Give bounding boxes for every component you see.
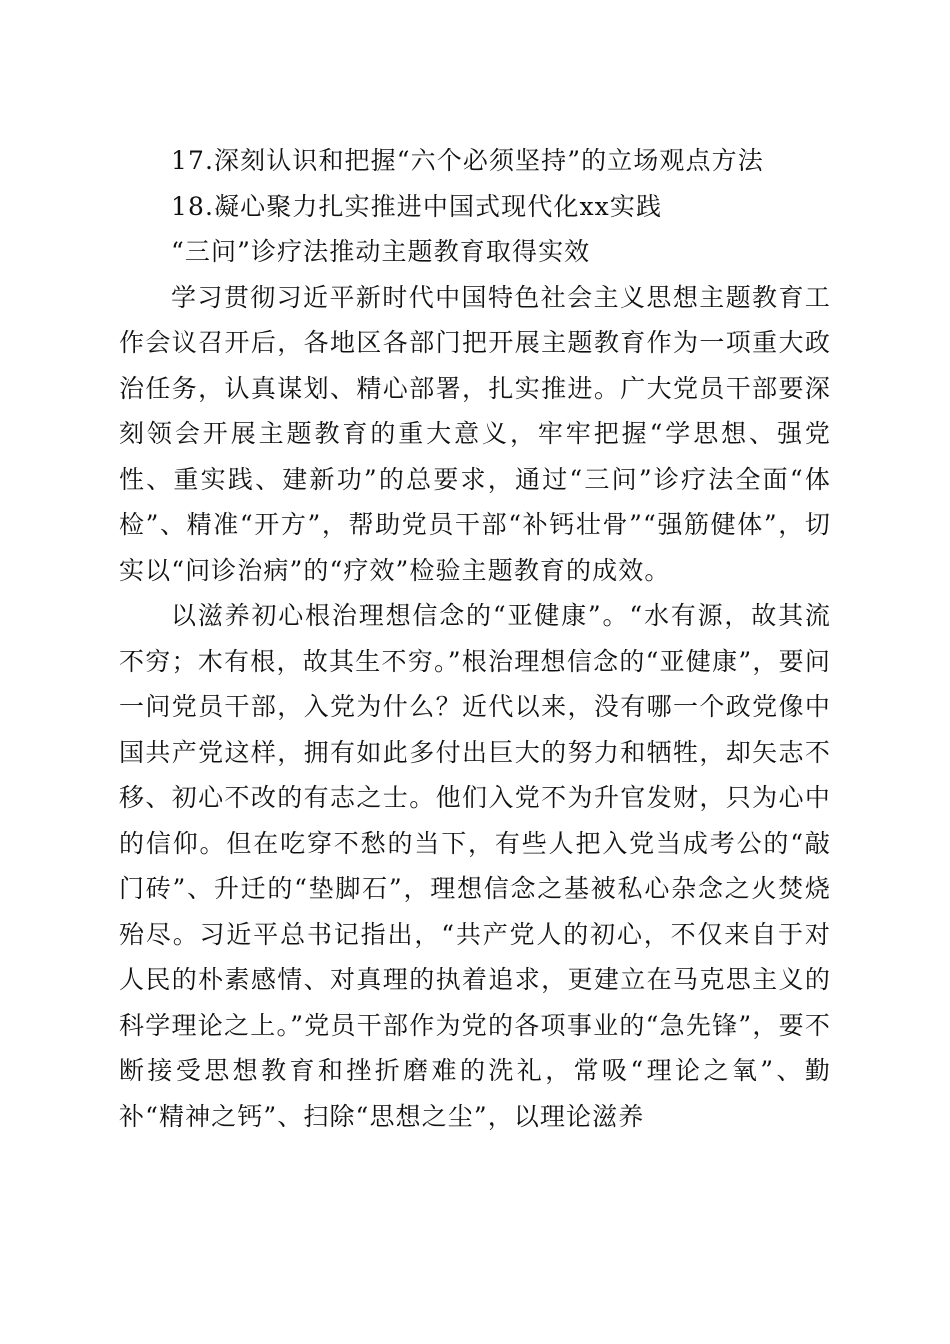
document-body: [119, 138, 831, 1139]
paragraph-ideals: 以滋养初心根治理想信念的“亚健康”。“水有源，故其流不穷；木有根，故其生不穷。”根治理想信念的“亚健康”，要问一问党员干部，入党为什么？近代以来，没有哪一个政党像中国共产党这样，拥有如此多付出巨大的努力和牺牲，却矢志不移、初心不改的有志之士。他们入党不为升官发财，只为心中的信仰。但在吃穿不愁的当下，有些人把入党当成考公的“敲门砖”、升迁的“垫脚石”，理想信念之基被私心杂念之火焚烧殆尽。习近平总书记指出，“共产党人的初心，不仅来自于对人民的朴素感情、对真理的执着追求，更建立在马克思主义的科学理论之上。”党员干部作为党的各项事业的“急先锋”，要不断接受思想教育和挫折磨难的洗礼，常吸“理论之氧”、勤补“精神之钙”、扫除“思想之尘”，以理论滋养: [119, 601, 831, 1131]
article-title: “三问”诊疗法推动主题教育取得实效: [171, 237, 591, 266]
list-item-17: 17.深刻认识和把握“六个必须坚持”的立场观点方法: [171, 146, 764, 175]
list-item-18: 18.凝心聚力扎实推进中国式现代化xx实践: [171, 191, 663, 221]
paragraph-intro: 学习贯彻习近平新时代中国特色社会主义思想主题教育工作会议召开后，各地区各部门把开展主题教育作为一项重大政治任务，认真谋划、精心部署，扎实推进。广大党员干部要深刻领会开展主题教育的重大意义，牢牢把握“学思想、强党性、重实践、建新功”的总要求，通过“三问”诊疗法全面“体检”、精准“开方”，帮助党员干部“补钙壮骨”“强筋健体”，切实以“问诊治病”的“疗效”检验主题教育的成效。: [119, 282, 831, 585]
